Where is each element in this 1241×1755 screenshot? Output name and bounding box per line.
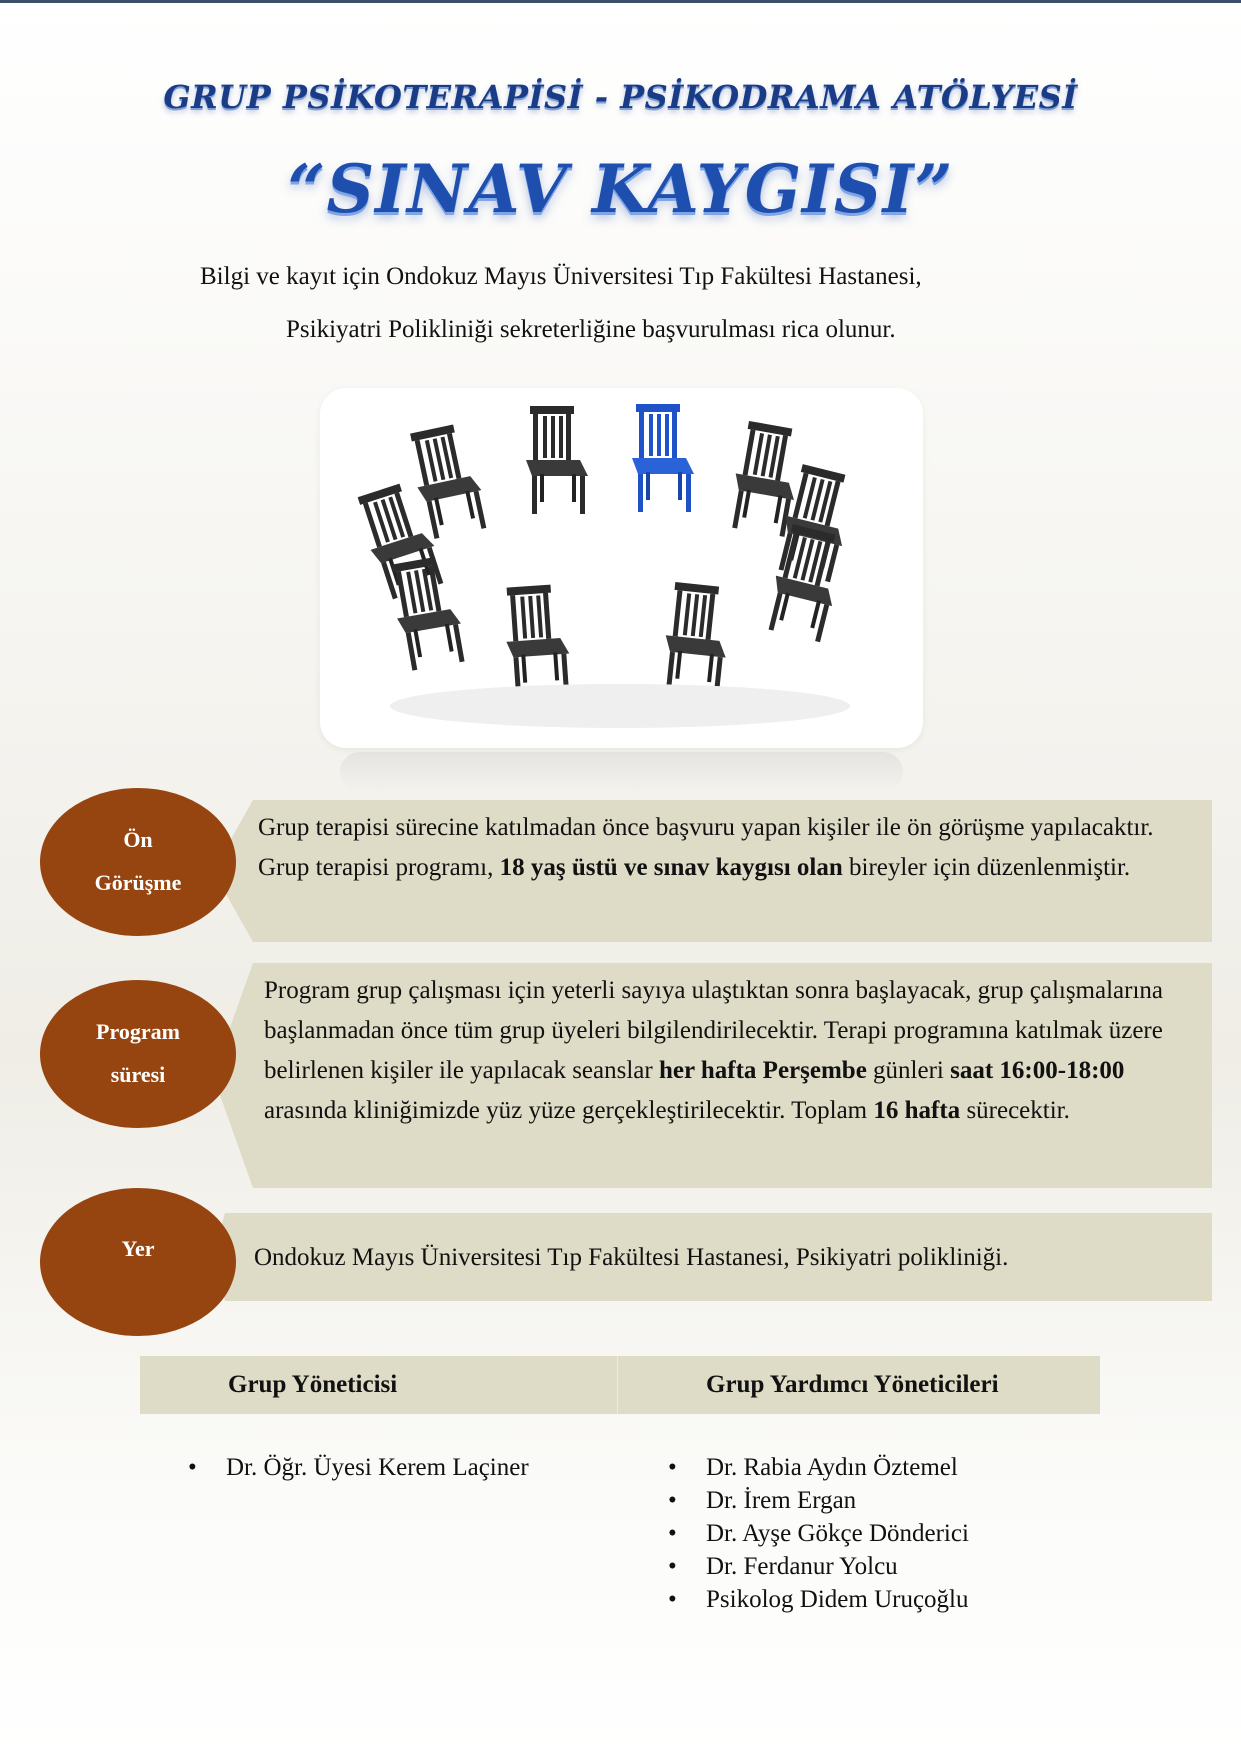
text-part: Grup terapisi sürecine katılmadan önce başvuru yapan kişiler ile ön görüşme yapılacaktır. Grup terapisi programı, bbox=[258, 814, 1154, 881]
text-bold: saat 16:00-18:00 bbox=[950, 1057, 1125, 1084]
text-part: bireyler için düzenlenmiştir. bbox=[842, 854, 1131, 881]
chairs-circle-image bbox=[320, 388, 923, 748]
team-col2-header-label: Grup Yardımcı Yöneticileri bbox=[706, 1371, 999, 1398]
chair-icon bbox=[526, 406, 588, 514]
list-item bbox=[188, 1451, 529, 1484]
list-item bbox=[668, 1550, 969, 1583]
assistant-name: Dr. Rabia Aydın Öztemel bbox=[706, 1454, 958, 1481]
assistant-name: Dr. Ferdanur Yolcu bbox=[706, 1553, 898, 1580]
program-suresi-label bbox=[40, 980, 236, 1128]
program-suresi-label-line2: süresi bbox=[110, 1062, 166, 1087]
team-col1-header-label: Grup Yöneticisi bbox=[228, 1371, 398, 1398]
leader-list bbox=[188, 1451, 529, 1484]
info-line-2: Psikiyatri Polikliniği sekreterliğine başvurulması rica olunur. bbox=[286, 316, 896, 343]
image-reflection bbox=[340, 752, 903, 792]
yer-label bbox=[40, 1188, 236, 1336]
list-item bbox=[668, 1451, 969, 1484]
leader-name: Dr. Öğr. Üyesi Kerem Laçiner bbox=[226, 1454, 529, 1481]
yer-text: Ondokuz Mayıs Üniversitesi Tıp Fakültesi Hastanesi, Psikiyatri polikliniği. bbox=[254, 1244, 1009, 1271]
chair-icon bbox=[660, 582, 733, 696]
info-line-1: Bilgi ve kayıt için Ondokuz Mayıs Üniversitesi Tıp Fakültesi Hastanesi, bbox=[200, 263, 922, 290]
text-part: günleri bbox=[866, 1057, 951, 1084]
chair-icon bbox=[406, 422, 489, 541]
list-item bbox=[668, 1583, 969, 1616]
bullet-icon: • bbox=[188, 1454, 197, 1481]
assistant-name: Psikolog Didem Uruçoğlu bbox=[706, 1586, 969, 1613]
poster-title: GRUP PSİKOTERAPİSİ - PSİKODRAMA ATÖLYESİ bbox=[163, 78, 1078, 116]
bullet-icon: • bbox=[668, 1487, 677, 1514]
poster-subtitle: “SINAV KAYGISI” bbox=[287, 150, 954, 228]
on-gorusme-label bbox=[40, 788, 236, 936]
text-part: sürecektir. bbox=[960, 1097, 1070, 1124]
bullet-icon: • bbox=[668, 1586, 677, 1613]
assistant-name: Dr. İrem Ergan bbox=[706, 1487, 857, 1514]
chair-icon bbox=[503, 584, 572, 696]
top-border-line bbox=[0, 0, 1241, 3]
text-bold: 16 hafta bbox=[873, 1097, 961, 1124]
on-gorusme-label-line2: Görüşme bbox=[94, 870, 182, 895]
team-table-header bbox=[140, 1356, 1100, 1414]
team-col2-header bbox=[618, 1356, 1100, 1414]
list-item bbox=[668, 1517, 969, 1550]
blue-chair-icon bbox=[632, 404, 694, 512]
assistant-name: Dr. Ayşe Gökçe Dönderici bbox=[706, 1520, 969, 1547]
text-part: Program grup çalışması için yeterli sayıya ulaştıktan sonra başlayacak, grup çalışmalarına başlanmadan önce tüm grup üyeleri bilgilendirilecektir. Terapi programına katılmak üzere belirlenen kişiler ile yapılacak seanslar bbox=[264, 977, 1164, 1084]
text-bold: her hafta Perşembe bbox=[658, 1057, 867, 1084]
text-bold: 18 yaş üstü ve sınav kaygısı olan bbox=[499, 854, 843, 881]
assistants-list bbox=[668, 1451, 969, 1616]
program-suresi-label-line1: Program bbox=[96, 1019, 180, 1045]
chairs-illustration-icon bbox=[320, 388, 923, 748]
bullet-icon: • bbox=[668, 1553, 677, 1580]
list-item bbox=[668, 1484, 969, 1517]
team-col1-header bbox=[140, 1356, 618, 1414]
yer-label-text: Yer bbox=[121, 1235, 155, 1261]
text-part: arasında kliniğimizde yüz yüze gerçekleştirilecektir. Toplam bbox=[264, 1097, 874, 1124]
on-gorusme-label-line1: Ön bbox=[123, 827, 153, 853]
bullet-icon: • bbox=[668, 1520, 677, 1547]
bullet-icon: • bbox=[668, 1454, 677, 1481]
on-gorusme-text bbox=[258, 808, 1198, 888]
program-suresi-text bbox=[264, 971, 1194, 1131]
